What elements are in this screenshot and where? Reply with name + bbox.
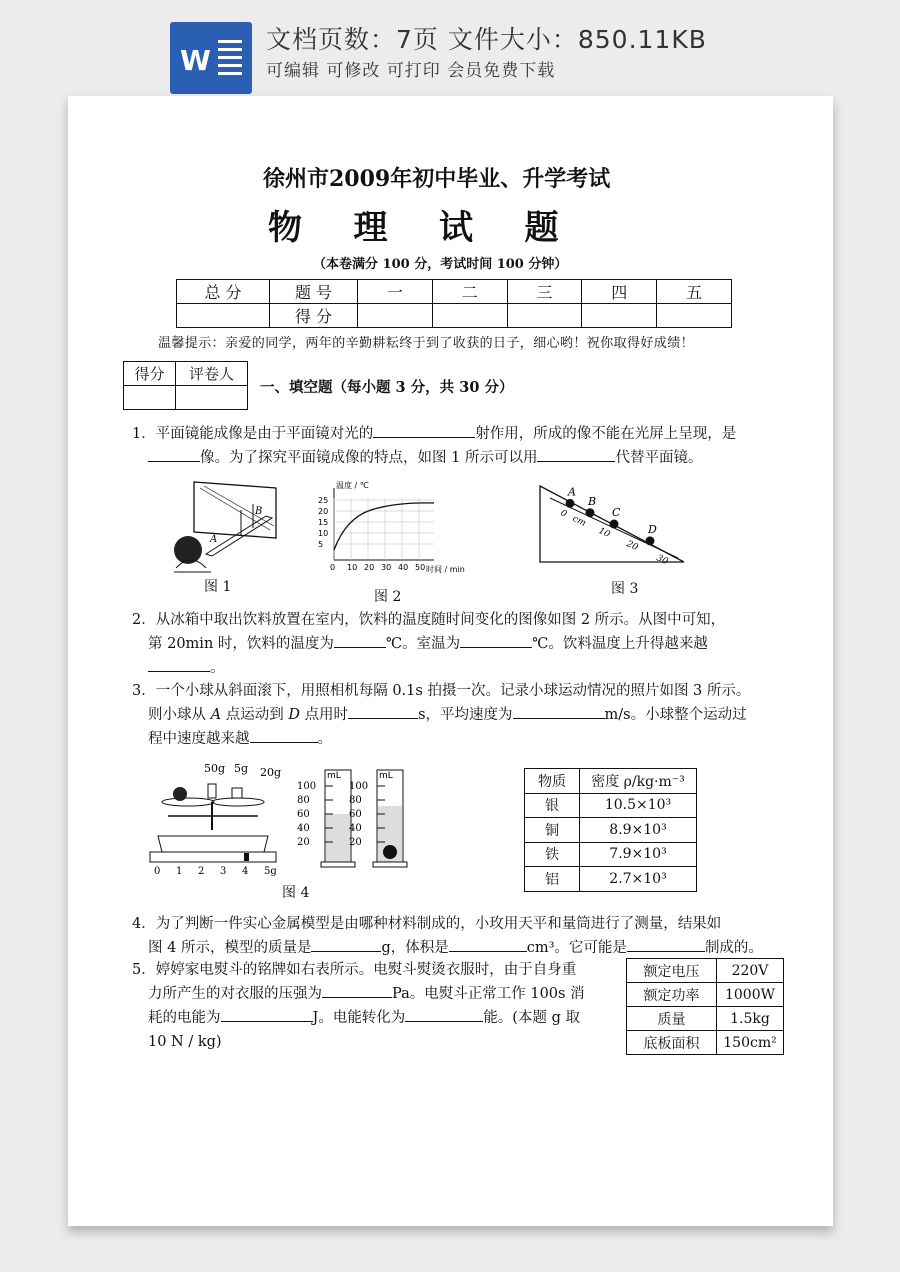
cylinder-unit: mL	[379, 771, 393, 781]
answer-blank[interactable]	[405, 1006, 483, 1022]
score-table	[176, 279, 732, 328]
figure-2-caption: 图 2	[374, 589, 402, 605]
nameplate-cell: 额定电压	[627, 959, 717, 983]
score-cell: 二	[432, 280, 507, 304]
grader-cell: 得分	[124, 362, 176, 386]
density-cell: 铝	[525, 867, 580, 892]
y-tick-label: 25	[318, 496, 329, 505]
figure-1-mirror-setup	[166, 480, 281, 575]
density-cell: 7.9×10³	[580, 842, 697, 867]
nameplate-cell: 额定功率	[627, 983, 717, 1007]
score-cell: 三	[507, 280, 582, 304]
answer-blank[interactable]	[449, 936, 527, 952]
cylinder-tick: 100	[349, 781, 369, 792]
answer-blank[interactable]	[537, 446, 615, 462]
cylinder-tick: 60	[349, 809, 362, 820]
nameplate-cell: 150cm²	[717, 1031, 784, 1055]
q3-text: 。	[317, 731, 332, 747]
q4-text: g，体积是	[381, 940, 449, 956]
nameplate-cell: 220V	[717, 959, 784, 983]
subject-title: 物 理 试 题	[268, 208, 563, 248]
answer-blank[interactable]	[627, 936, 705, 952]
ruler-label: 20	[624, 539, 640, 554]
figure-4-cylinders	[293, 768, 423, 878]
iron-nameplate-table	[626, 958, 784, 1055]
score-cell	[582, 304, 657, 328]
ruler-label: 0	[558, 508, 569, 520]
y-tick-label: 10	[318, 529, 329, 538]
ruler-label: cm	[570, 513, 588, 529]
q1-text: 1．平面镜能成像是由于平面镜对光的	[132, 426, 374, 442]
ball-position	[566, 499, 575, 508]
answer-blank[interactable]	[250, 727, 318, 743]
tip-text: 温馨提示：亲爱的同学，两年的辛勤耕耘终于到了收获的日子，细心哟！祝你取得好成绩！	[158, 336, 695, 351]
download-banner	[0, 0, 900, 96]
score-cell: 五	[657, 280, 732, 304]
cylinder-tick: 20	[297, 837, 310, 848]
fig1-label-a: A	[210, 534, 218, 545]
nameplate-cell: 1000W	[717, 983, 784, 1007]
q2-text: ℃。室温为	[385, 636, 461, 652]
scale-label: 1	[176, 866, 183, 877]
x-tick-label: 20	[364, 563, 375, 572]
density-cell: 铜	[525, 818, 580, 843]
answer-blank[interactable]	[148, 446, 200, 462]
q4-text: 4．为了判断一件实心金属模型是由哪种材料制成的，小玫用天平和量筒进行了测量，结果如	[132, 916, 722, 932]
ball-position	[586, 508, 595, 517]
q3-text: 程中速度越来越	[148, 731, 250, 747]
exam-title: 徐州市2009年初中毕业、升学考试	[263, 166, 611, 192]
q3-text: 点运动到	[225, 707, 284, 723]
figure-3-caption: 图 3	[611, 581, 639, 597]
score-cell	[507, 304, 582, 328]
cylinder-tick: 40	[297, 823, 310, 834]
banner-title: 文档页数：7页 文件大小：850.11KB	[266, 25, 707, 54]
q2-text: 2．从冰箱中取出饮料放置在室内，饮料的温度随时间变化的图像如图 2 所示。从图中可知，	[132, 612, 726, 628]
score-cell: 题 号	[270, 280, 358, 304]
ball-position	[610, 520, 619, 529]
answer-blank[interactable]	[460, 632, 532, 648]
cylinder-tick: 80	[297, 795, 310, 806]
chart-ylabel: 温度 / ℃	[336, 481, 369, 490]
x-tick-label: 10	[347, 563, 358, 572]
point-a-label: A	[210, 707, 222, 723]
weight-label: 5g	[234, 762, 249, 775]
density-cell: 铁	[525, 842, 580, 867]
q4-text: cm³。它可能是	[526, 940, 627, 956]
figure-4-balance	[148, 760, 282, 880]
answer-blank[interactable]	[221, 1006, 313, 1022]
point-d-label: D	[288, 707, 300, 723]
density-table	[524, 768, 697, 892]
answer-blank[interactable]	[311, 936, 381, 952]
q4-text: 制成的。	[704, 940, 763, 956]
cylinder-base	[373, 862, 407, 867]
nameplate-cell: 底板面积	[627, 1031, 717, 1055]
q5-text: 耗的电能为	[148, 1010, 221, 1026]
q5-text: 5．婷婷家电熨斗的铭牌如右表所示。电熨斗熨烫衣服时，由于自身重	[132, 962, 577, 978]
q3-text: 点用时	[304, 707, 349, 723]
score-cell: 一	[358, 280, 433, 304]
score-cell	[177, 304, 270, 328]
figure-4-caption: 图 4	[282, 885, 310, 901]
q2-text: ℃。饮料温度上升得越来越	[532, 636, 708, 652]
density-cell: 8.9×10³	[580, 818, 697, 843]
water-level	[326, 814, 350, 862]
figure-1-caption: 图 1	[204, 579, 232, 595]
grader-cell: 评卷人	[176, 362, 248, 386]
word-letter: W	[180, 44, 211, 77]
ball-label: D	[648, 522, 657, 536]
cylinder-tick: 20	[349, 837, 362, 848]
nameplate-cell: 质量	[627, 1007, 717, 1031]
q3-text: 3．一个小球从斜面滚下，用照相机每隔 0.1s 拍摄一次。记录小球运动情况的照片如图 3 所示。	[132, 683, 751, 699]
scale-label: 3	[220, 866, 227, 877]
scale-label: 2	[198, 866, 205, 877]
cylinder-base	[321, 862, 355, 867]
nameplate-cell: 1.5kg	[717, 1007, 784, 1031]
chart-xlabel: 时间 / min	[426, 565, 465, 574]
fig1-label-b: B	[255, 506, 263, 517]
ruler-label: 10	[596, 526, 612, 541]
density-header: 密度 ρ/kg·m⁻³	[580, 769, 697, 794]
document-page	[68, 96, 833, 1226]
y-tick-label: 5	[318, 540, 324, 549]
cylinder-tick: 80	[349, 795, 362, 806]
grader-cell	[124, 386, 176, 410]
score-cell	[432, 304, 507, 328]
q1-text: 射作用，所成的像不能在光屏上呈现，是	[475, 426, 737, 442]
answer-blank[interactable]	[148, 656, 210, 672]
question-2	[132, 608, 725, 680]
x-tick-label: 40	[398, 563, 409, 572]
weight-label: 50g	[204, 762, 226, 775]
q5-text: Pa。电熨斗正常工作 100s 消	[392, 986, 585, 1002]
density-cell: 银	[525, 793, 580, 818]
answer-blank[interactable]	[513, 703, 605, 719]
answer-blank[interactable]	[348, 703, 418, 719]
figure-3-incline	[538, 478, 688, 573]
scale-label: 4	[242, 866, 249, 877]
word-document-icon	[170, 22, 252, 94]
score-cell	[358, 304, 433, 328]
q5-text: 力所产生的对衣服的压强为	[148, 986, 322, 1002]
q3-text: m/s。小球整个运动过	[604, 707, 747, 723]
ball-position	[646, 536, 655, 545]
question-4	[132, 912, 763, 960]
q3-text: s，平均速度为	[418, 707, 513, 723]
metal-model	[383, 845, 397, 859]
scale-label: 0	[154, 866, 161, 877]
q2-text: 。	[210, 660, 225, 676]
q5-text: J。电能转化为	[312, 1010, 406, 1026]
cylinder-unit: mL	[327, 771, 341, 781]
x-tick-label: 30	[381, 563, 392, 572]
banner-subtitle: 可编辑 可修改 可打印 会员免费下载	[266, 61, 556, 81]
score-cell: 总 分	[177, 280, 270, 304]
density-cell: 2.7×10³	[580, 867, 697, 892]
q5-text: 10 N / kg)	[148, 1034, 222, 1050]
y-tick-label: 15	[318, 518, 329, 527]
q3-text: 则小球从	[148, 707, 206, 723]
q4-text: 图 4 所示，模型的质量是	[148, 940, 312, 956]
ball-label: A	[568, 485, 576, 499]
cylinder-tick: 100	[297, 781, 317, 792]
exam-note: （本卷满分 100 分，考试时间 100 分钟）	[313, 257, 568, 272]
score-cell	[657, 304, 732, 328]
q1-text: 代替平面镜。	[615, 450, 703, 466]
question-5	[132, 958, 585, 1054]
q1-text: 像。为了探究平面镜成像的特点，如图 1 所示可以用	[200, 450, 538, 466]
question-3	[132, 679, 750, 751]
q5-text: 能。(本题 g 取	[483, 1010, 580, 1026]
weight-label: 20g	[260, 766, 282, 779]
y-tick-label: 20	[318, 507, 329, 516]
grader-table	[123, 361, 248, 410]
scale-label: 5g	[264, 866, 277, 877]
ball-label: B	[588, 494, 597, 508]
score-cell: 四	[582, 280, 657, 304]
question-1	[132, 422, 736, 470]
grader-cell	[176, 386, 248, 410]
score-cell: 得 分	[270, 304, 358, 328]
section-title: 一、填空题（每小题 3 分，共 30 分）	[260, 379, 514, 396]
cylinder-tick: 60	[297, 809, 310, 820]
answer-blank[interactable]	[373, 422, 475, 438]
ruler-label: 30	[654, 553, 670, 568]
density-header: 物质	[525, 769, 580, 794]
x-tick-label: 0	[330, 563, 336, 572]
figure-2-temperature-chart	[316, 478, 476, 578]
x-tick-label: 50	[415, 563, 426, 572]
q2-text: 第 20min 时，饮料的温度为	[148, 636, 334, 652]
ball-label: C	[612, 506, 621, 519]
answer-blank[interactable]	[322, 982, 392, 998]
density-cell: 10.5×10³	[580, 793, 697, 818]
cylinder-tick: 40	[349, 823, 362, 834]
answer-blank[interactable]	[334, 632, 386, 648]
